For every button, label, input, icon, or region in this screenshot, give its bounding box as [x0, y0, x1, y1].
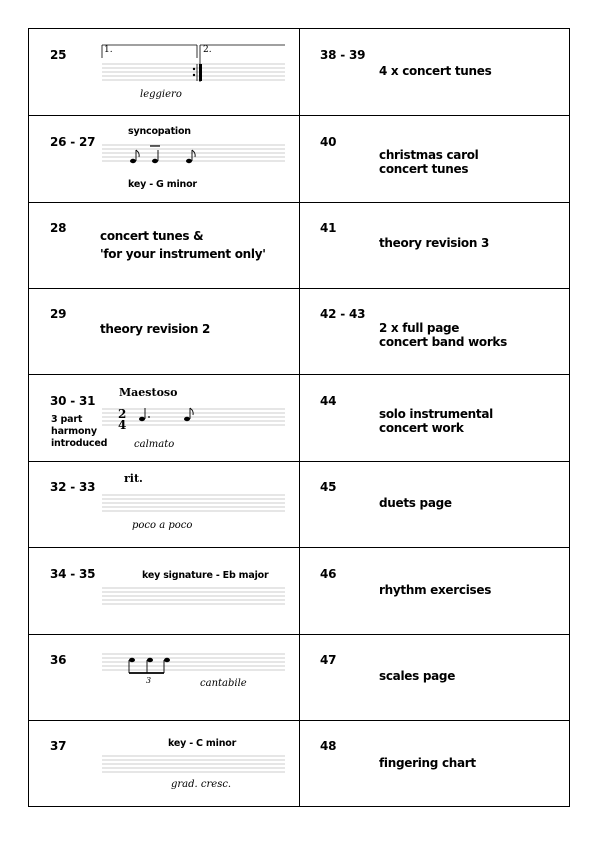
column-divider	[299, 29, 300, 806]
row-divider	[29, 461, 569, 462]
page-number: 30 - 31	[50, 394, 96, 408]
music-staff	[102, 44, 287, 84]
content-line: 4 x concert tunes	[379, 64, 492, 78]
music-staff	[102, 404, 287, 434]
content-line: scales page	[379, 669, 456, 683]
content-line: concert tunes &	[100, 229, 204, 243]
page-number: 44	[320, 394, 337, 408]
content-line: fingering chart	[379, 756, 476, 770]
content-line: duets page	[379, 496, 452, 510]
italic-marking: leggiero	[140, 89, 182, 100]
row-divider	[29, 115, 569, 116]
italic-marking: cantabile	[200, 678, 247, 689]
page-number: 28	[50, 221, 67, 235]
row-divider	[29, 634, 569, 635]
content-line: concert tunes	[379, 162, 469, 176]
tuplet-number: 3	[146, 676, 152, 685]
page-number: 42 - 43	[320, 307, 366, 321]
page-number: 32 - 33	[50, 480, 96, 494]
key-label: key - C minor	[168, 738, 237, 749]
page-number: 37	[50, 739, 67, 753]
key-signature-label: key signature - Eb major	[142, 570, 269, 581]
tempo-marking: Maestoso	[119, 386, 178, 399]
time-sig-top: 2	[118, 407, 127, 421]
page-number: 47	[320, 653, 337, 667]
page-number: 36	[50, 653, 67, 667]
music-staff	[102, 583, 287, 613]
page-number: 34 - 35	[50, 567, 96, 581]
row-divider	[29, 547, 569, 548]
row-divider	[29, 720, 569, 721]
row-divider	[29, 374, 569, 375]
volta-2-label: 2.	[203, 45, 212, 55]
content-line: christmas carol	[379, 148, 479, 162]
content-line: 'for your instrument only'	[100, 247, 266, 261]
key-label: key - G minor	[128, 179, 197, 190]
page-number: 46	[320, 567, 337, 581]
rit-marking: rit.	[124, 472, 143, 485]
content-line: concert work	[379, 421, 464, 435]
content-line: theory revision 3	[379, 236, 490, 250]
row-divider	[29, 288, 569, 289]
content-line: concert band works	[379, 335, 507, 349]
volta-1-label: 1.	[104, 45, 113, 55]
content-line: 2 x full page	[379, 321, 460, 335]
time-sig-bottom: 4	[118, 418, 127, 432]
content-line: rhythm exercises	[379, 583, 492, 597]
page-number: 29	[50, 307, 67, 321]
page-number: 26 - 27	[50, 135, 96, 149]
page-number: 40	[320, 135, 337, 149]
music-staff	[102, 649, 287, 689]
harmony-line: 3 part	[51, 414, 83, 425]
music-staff	[102, 140, 287, 170]
harmony-line: introduced	[51, 438, 108, 449]
page-number: 45	[320, 480, 337, 494]
page-number: 38 - 39	[320, 48, 366, 62]
harmony-line: harmony	[51, 426, 97, 437]
italic-marking: poco a poco	[132, 520, 193, 531]
italic-marking: grad. cresc.	[171, 779, 232, 790]
italic-marking: calmato	[134, 439, 175, 450]
row-divider	[29, 202, 569, 203]
content-line: theory revision 2	[100, 322, 211, 336]
page-number: 41	[320, 221, 337, 235]
concept-label: syncopation	[128, 126, 191, 137]
page-number: 25	[50, 48, 67, 62]
page-number: 48	[320, 739, 337, 753]
content-line: solo instrumental	[379, 407, 493, 421]
music-staff	[102, 751, 287, 781]
music-staff	[102, 490, 287, 520]
